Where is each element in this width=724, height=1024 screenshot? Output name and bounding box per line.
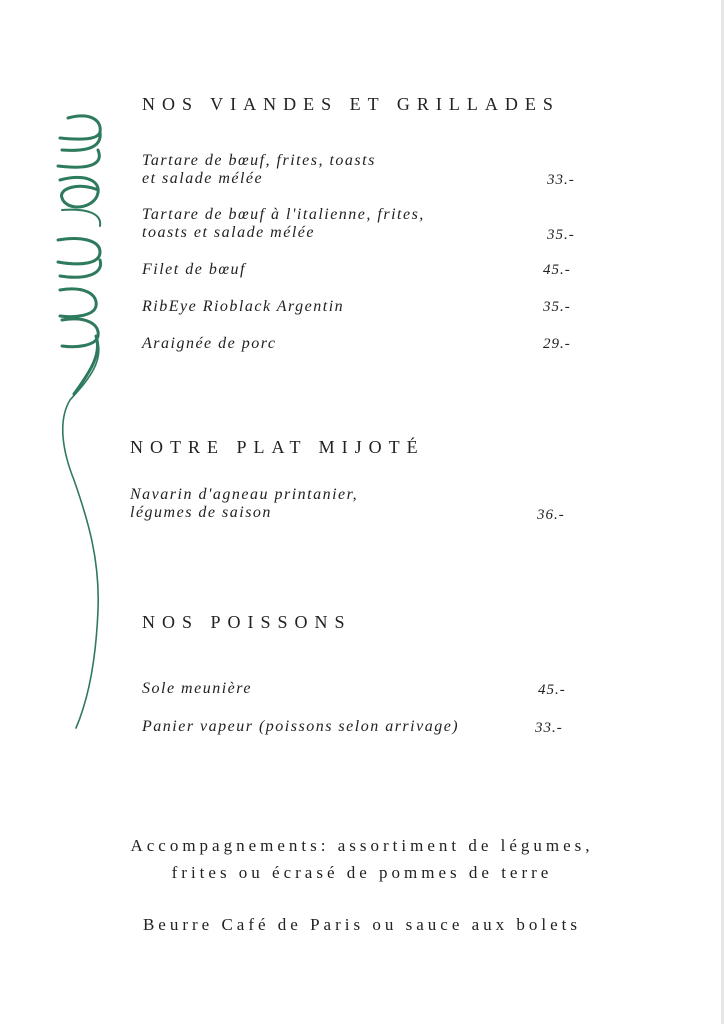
item-name-line1: Sole meunière bbox=[142, 680, 252, 697]
item-price: 45.- bbox=[543, 262, 571, 278]
item-name-line1: Navarin d'agneau printanier, bbox=[130, 486, 359, 503]
item-price: 33.- bbox=[535, 720, 563, 736]
menu-item-ribeye bbox=[142, 298, 344, 316]
footer-accompagnements-line1: Accompagnements: assortiment de légumes, bbox=[130, 836, 594, 855]
menu-item-araignee bbox=[142, 335, 276, 353]
item-name-line1: Panier vapeur (poissons selon arrivage) bbox=[142, 718, 460, 735]
item-name-line1: RibEye Rioblack Argentin bbox=[142, 298, 345, 315]
item-name-line2: toasts et salade mélée bbox=[142, 224, 315, 241]
menu-item-tartare-italienne bbox=[142, 206, 425, 242]
item-price: 29.- bbox=[543, 336, 571, 352]
section-title-poissons: NOS POISSONS bbox=[142, 612, 352, 632]
item-name-line1: Tartare de bœuf à l'italienne, frites, bbox=[142, 206, 425, 223]
item-name-line1: Tartare de bœuf, frites, toasts bbox=[142, 152, 376, 169]
item-price: 35.- bbox=[543, 299, 571, 315]
item-name-line2: et salade mélée bbox=[142, 170, 264, 187]
item-price: 36.- bbox=[537, 507, 565, 523]
item-price: 33.- bbox=[547, 172, 575, 188]
footer-accompagnements-line2: frites ou écrasé de pommes de terre bbox=[171, 863, 553, 882]
item-name-line1: Araignée de porc bbox=[142, 335, 277, 352]
item-price: 35.- bbox=[547, 227, 575, 243]
section-title-viandes: NOS VIANDES ET GRILLADES bbox=[142, 94, 560, 114]
menu-item-navarin bbox=[130, 486, 358, 522]
item-name-line2: légumes de saison bbox=[130, 504, 272, 521]
menu-item-panier-vapeur bbox=[142, 718, 459, 736]
menu-item-tartare bbox=[142, 152, 376, 188]
item-name-line1: Filet de bœuf bbox=[142, 261, 246, 278]
menu-item-filet bbox=[142, 261, 246, 279]
menu-script-logo-icon bbox=[40, 110, 120, 740]
section-title-mijote: NOTRE PLAT MIJOTÉ bbox=[130, 437, 425, 457]
item-price: 45.- bbox=[538, 682, 566, 698]
footer-sauces: Beurre Café de Paris ou sauce aux bolets bbox=[142, 915, 582, 934]
menu-item-sole bbox=[142, 680, 252, 698]
